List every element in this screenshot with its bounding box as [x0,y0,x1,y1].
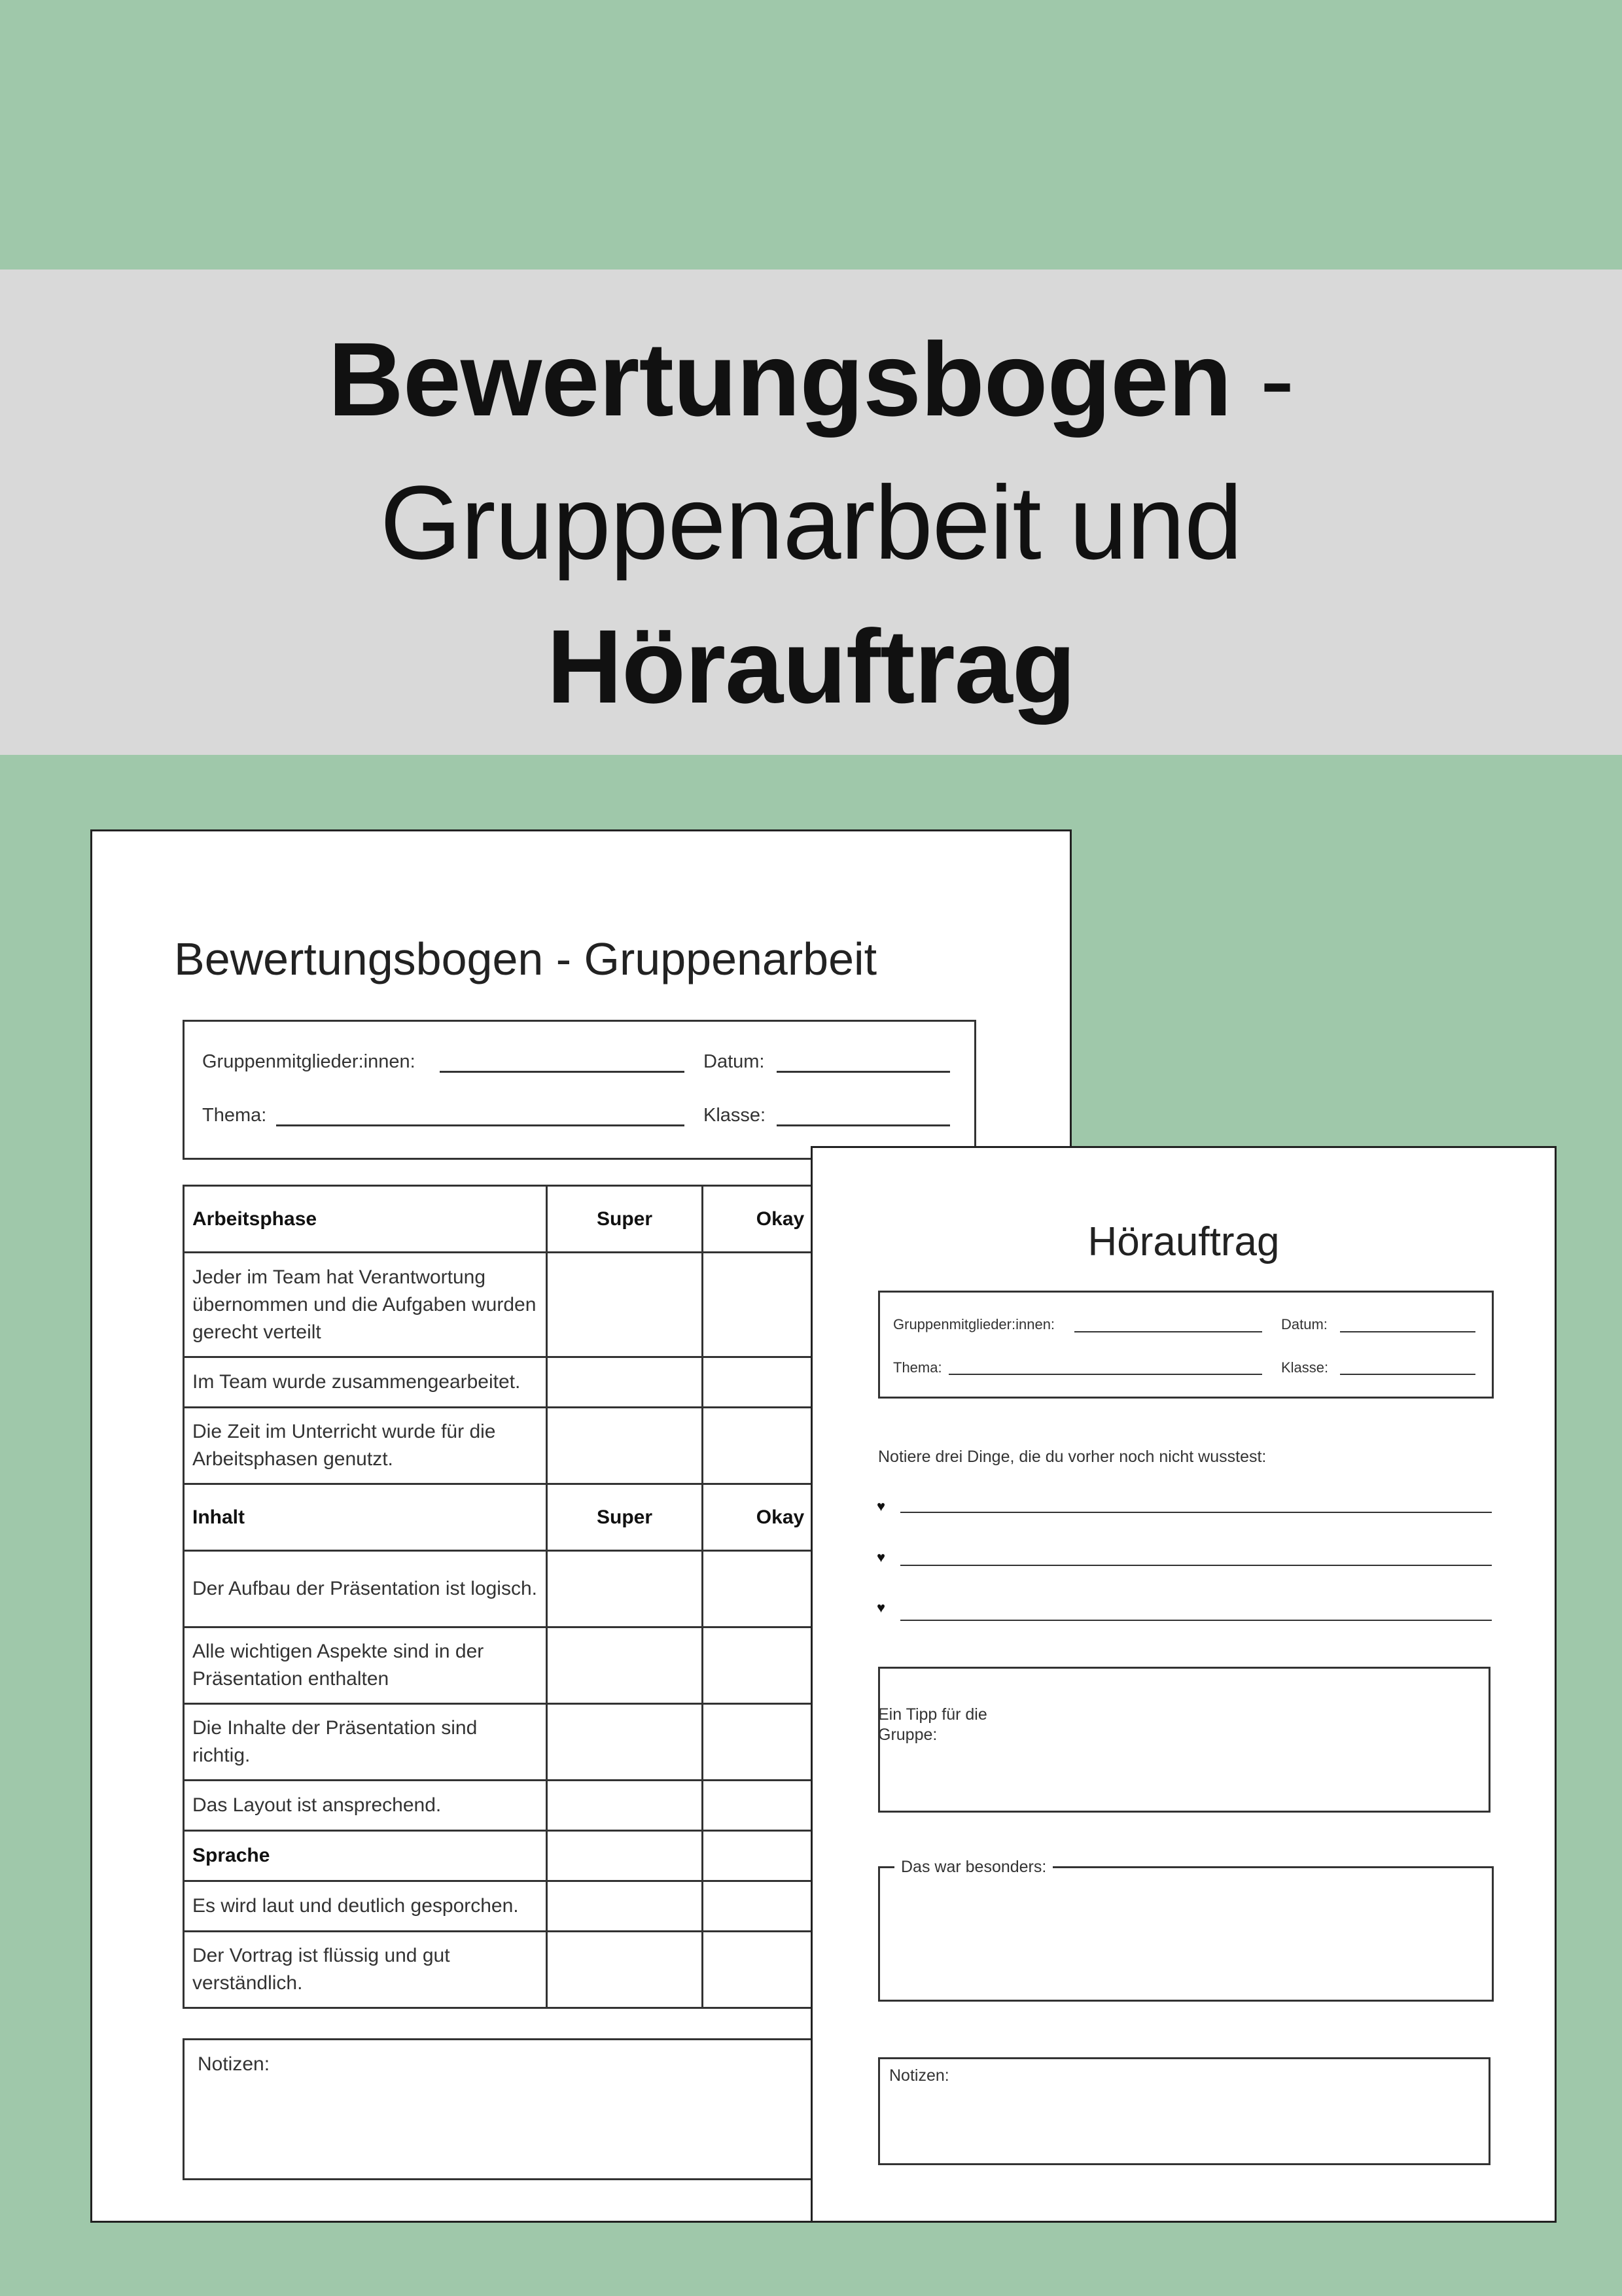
section-heading: Sprache [184,1831,547,1881]
answer-line[interactable] [900,1620,1492,1621]
heart-icon: ♥ [877,1498,886,1514]
rating-cell-super[interactable] [547,1932,703,2008]
criterion: Im Team wurde zusammengearbeitet. [184,1357,547,1408]
title-line-2: Gruppenarbeit und [379,464,1243,581]
sheet2-info-box [878,1291,1494,1399]
title-bold: Bewertungsbogen [328,321,1231,438]
members-line [1074,1331,1262,1332]
members-line [440,1071,684,1073]
sheet1-notes-label: Notizen: [198,2053,270,2075]
column-okay: Okay [703,1186,858,1253]
criterion: Der Aufbau der Präsentation ist logisch. [184,1551,547,1627]
criterion: Die Zeit im Unterricht wurde für die Arbeitsphasen genutzt. [184,1408,547,1484]
date-line [1340,1331,1475,1332]
tip-label: Ein Tipp für die Gruppe: [878,1705,987,1744]
class-label: Klasse: [703,1105,766,1126]
date-label: Datum: [703,1051,765,1072]
title-banner [0,270,1622,755]
worksheet-hoerauftrag [811,1146,1557,2223]
heart-icon: ♥ [877,1549,886,1565]
date-line [777,1071,950,1073]
answer-line[interactable] [900,1565,1492,1566]
class-label: Klasse: [1281,1359,1329,1376]
criterion: Es wird laut und deutlich gesporchen. [184,1881,547,1932]
heart-icon: ♥ [877,1599,886,1616]
topic-line [276,1124,684,1126]
members-label: Gruppenmitglieder:innen: [893,1316,1055,1332]
criterion: Jeder im Team hat Verantwortung übernommen und die Aufgaben wurden gerecht verteilt [184,1253,547,1357]
tip-box[interactable] [878,1667,1490,1813]
criterion: Alle wichtigen Aspekte sind in der Präsentation enthalten [184,1627,547,1704]
criterion: Der Vortrag ist flüssig und gut verständlich. [184,1932,547,2008]
rating-cell-super[interactable] [547,1704,703,1781]
special-label: Das war besonders: [894,1857,1053,1877]
rating-cell-super[interactable] [547,1253,703,1357]
members-label: Gruppenmitglieder:innen: [202,1051,415,1072]
column-super: Super [547,1186,703,1253]
sheet2-notes-box[interactable] [878,2057,1490,2165]
topic-label: Thema: [202,1105,267,1126]
section-heading: Inhalt [184,1484,547,1551]
title-line-1 [0,321,1622,438]
sheet1-title: Bewertungsbogen - Gruppenarbeit [174,933,877,984]
class-line [777,1124,950,1126]
criterion: Die Inhalte der Präsentation sind richtig. [184,1704,547,1781]
column-empty [547,1831,703,1881]
date-label: Datum: [1281,1316,1328,1332]
column-okay: Okay [703,1484,858,1551]
sheet2-notes-label: Notizen: [889,2066,949,2085]
column-super: Super [547,1484,703,1551]
title-dash: - [1231,321,1294,438]
rating-cell-super[interactable] [547,1627,703,1704]
section-heading: Arbeitsphase [184,1186,547,1253]
rating-cell-super[interactable] [547,1357,703,1408]
title-line-3: Hörauftrag [546,608,1076,725]
rating-cell-super[interactable] [547,1408,703,1484]
topic-line [949,1374,1262,1375]
topic-label: Thema: [893,1359,942,1376]
criterion: Das Layout ist ansprechend. [184,1781,547,1831]
answer-line[interactable] [900,1512,1492,1513]
sheet2-title: Hörauftrag [1087,1219,1280,1264]
class-line [1340,1374,1475,1375]
notice-prompt: Notiere drei Dinge, die du vorher noch nicht wusstest: [878,1448,1267,1466]
rating-cell-super[interactable] [547,1551,703,1627]
rating-cell-super[interactable] [547,1781,703,1831]
rating-cell-super[interactable] [547,1881,703,1932]
sheet1-info-box [183,1020,976,1160]
special-box[interactable] [878,1858,1494,2002]
